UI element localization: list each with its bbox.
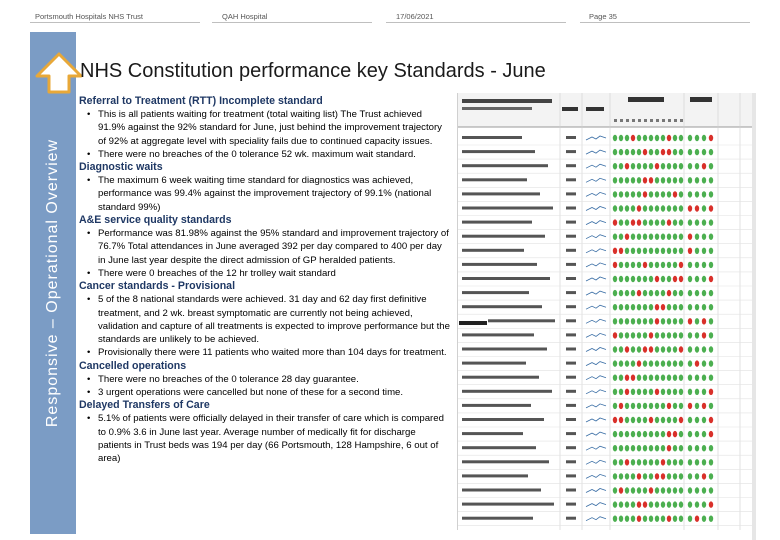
- section-heading-cancelled: Cancelled operations: [79, 359, 187, 372]
- bullet-item: • The maximum 6 week waiting time standard for diagnostics was achieved, performance was 99.4% against the improvement trajectory of 99.1% (national standard 99%): [79, 174, 457, 214]
- bullet-item: • Performance was 81.98% against the 95% standard and improvement trajectory of 76.7% Total attendances in June averaged 392 per day compared to 400 per day in June last year despite the direct admission of GP heralded patients.: [79, 227, 457, 267]
- content-column: [79, 95, 457, 466]
- section-heading-rtt: Referral to Treatment (RTT) Incomplete standard: [79, 95, 323, 107]
- header-hospital: QAH Hospital: [222, 12, 268, 21]
- bullet-item: • There were no breaches of the 0 tolerance 28 day guarantee.: [79, 373, 457, 386]
- bullet-item: • This is all patients waiting for treatment (total waiting list) The Trust achieved 91.9% against the 92% standard for June, just behind the improvement trajectory of 92% at aggregate level with speciality fails due to continued capacity issues.: [79, 108, 457, 148]
- bullet-item: • There were 0 breaches of the 12 hr trolley wait standard: [79, 267, 457, 280]
- scorecard-graphic: [458, 93, 752, 530]
- page-title: NHS Constitution performance key Standards - June: [80, 60, 546, 82]
- header-date: 17/06/2021: [396, 12, 434, 21]
- header-trust: Portsmouth Hospitals NHS Trust: [35, 12, 143, 21]
- bullet-item: • 5 of the 8 national standards were achieved. 31 day and 62 day first definitive treatment, and 2 wk. breast symptomatic are currently not being achieved, validation and capture of all treatments is expected to improve performance but the standards are unlikely to be achieved.: [79, 293, 457, 346]
- header-divider: [30, 22, 200, 23]
- section-heading-cancer: Cancer standards - Provisional: [79, 280, 236, 293]
- up-arrow-icon: [35, 52, 83, 94]
- header-page: Page 35: [589, 12, 617, 21]
- header-divider: [212, 22, 372, 23]
- bullet-item: • Provisionally there were 11 patients who waited more than 104 days for treatment.: [79, 346, 457, 359]
- section-heading-dtoc: Delayed Transfers of Care: [79, 399, 210, 412]
- section-heading-ae: A&E service quality standards: [79, 214, 232, 227]
- bullet-item: • 3 urgent operations were cancelled but none of these for a second time.: [79, 386, 457, 399]
- section-heading-diagnostic: Diagnostic waits: [79, 161, 163, 174]
- bullet-item: • There were no breaches of the 0 tolerance 52 wk. maximum wait standard.: [79, 148, 457, 161]
- scorecard-image: [457, 93, 751, 530]
- image-edge: [752, 93, 780, 540]
- header-divider: [386, 22, 566, 23]
- header-divider: [580, 22, 750, 23]
- image-edge: [752, 93, 756, 540]
- bullet-item: • 5.1% of patients were officially delayed in their transfer of care which is compared to 0.9% 3.6 in June last year. Average number of medically fit for discharge patients in Trust beds was 194 per day (66 Portsmouth, 128 Hampshire, 6 out of area): [79, 412, 457, 465]
- side-panel-label: Responsive – Operational Overview: [44, 138, 61, 428]
